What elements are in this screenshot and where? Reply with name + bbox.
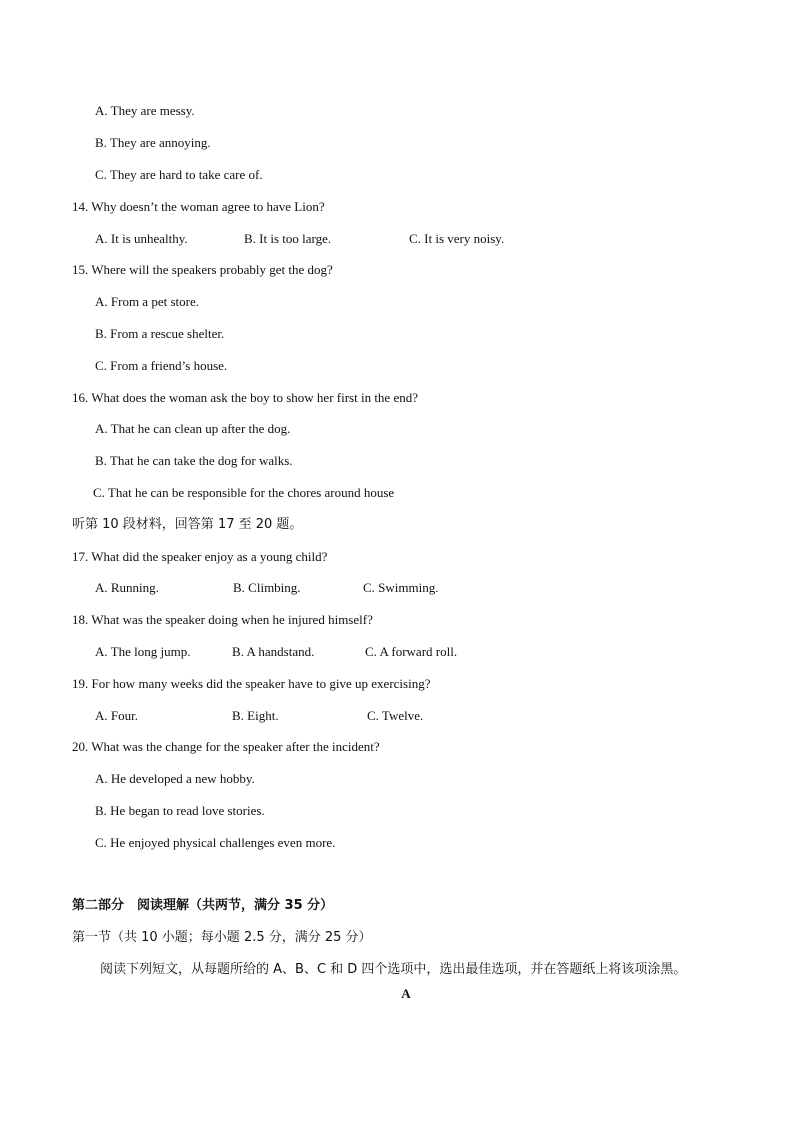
q13-option-a: A. They are messy. — [95, 103, 195, 118]
q18-option-c: C. A forward roll. — [365, 644, 458, 659]
q17-option-c: C. Swimming. — [363, 580, 439, 595]
q16-option-c: C. That he can be responsible for the chores around house — [93, 485, 395, 500]
q18-option-a: A. The long jump. — [95, 644, 191, 659]
q20-option-b: B. He began to read love stories. — [95, 803, 265, 818]
q20-option-c: C. He enjoyed physical challenges even more. — [95, 835, 336, 850]
q17-question: 17. What did the speaker enjoy as a young child? — [72, 549, 328, 564]
q15-question: 15. Where will the speakers probably get the dog? — [72, 262, 333, 277]
q13-option-b: B. They are annoying. — [95, 135, 211, 150]
part2-instruction: 阅读下列短文，从每题所给的 A、B、C 和 D 四个选项中，选出最佳选项，并在答题纸上将该项涂黑。 — [100, 962, 687, 977]
q20-question: 20. What was the change for the speaker after the incident? — [72, 739, 380, 754]
q13-option-c: C. They are hard to take care of. — [95, 167, 263, 182]
q17-option-b: B. Climbing. — [233, 580, 301, 595]
q14-question: 14. Why doesn’t the woman agree to have Lion? — [72, 199, 325, 214]
q15-option-c: C. From a friend’s house. — [95, 358, 228, 373]
q16-option-b: B. That he can take the dog for walks. — [95, 453, 293, 468]
q16-question: 16. What does the woman ask the boy to show her first in the end? — [72, 390, 418, 405]
q19-option-a: A. Four. — [95, 708, 138, 723]
q16-option-a: A. That he can clean up after the dog. — [95, 421, 291, 436]
q17-option-a: A. Running. — [95, 580, 159, 595]
section10-intro: 听第 10 段材料，回答第 17 至 20 题。 — [72, 517, 303, 532]
q18-option-b: B. A handstand. — [232, 644, 315, 659]
q14-option-b: B. It is too large. — [244, 231, 332, 246]
q14-option-c: C. It is very noisy. — [409, 231, 505, 246]
q15-option-a: A. From a pet store. — [95, 294, 199, 309]
q19-option-b: B. Eight. — [232, 708, 279, 723]
q18-question: 18. What was the speaker doing when he injured himself? — [72, 612, 373, 627]
q15-option-b: B. From a rescue shelter. — [95, 326, 225, 341]
q19-option-c: C. Twelve. — [367, 708, 424, 723]
q20-option-a: A. He developed a new hobby. — [95, 771, 255, 786]
part2-heading: 第二部分 阅读理解（共两节，满分 35 分） — [72, 898, 334, 913]
q19-question: 19. For how many weeks did the speaker have to give up exercising? — [72, 676, 431, 691]
passage-label: A — [401, 986, 411, 1001]
part2-section1: 第一节（共 10 小题；每小题 2.5 分，满分 25 分） — [72, 930, 372, 945]
q14-option-a: A. It is unhealthy. — [95, 231, 188, 246]
